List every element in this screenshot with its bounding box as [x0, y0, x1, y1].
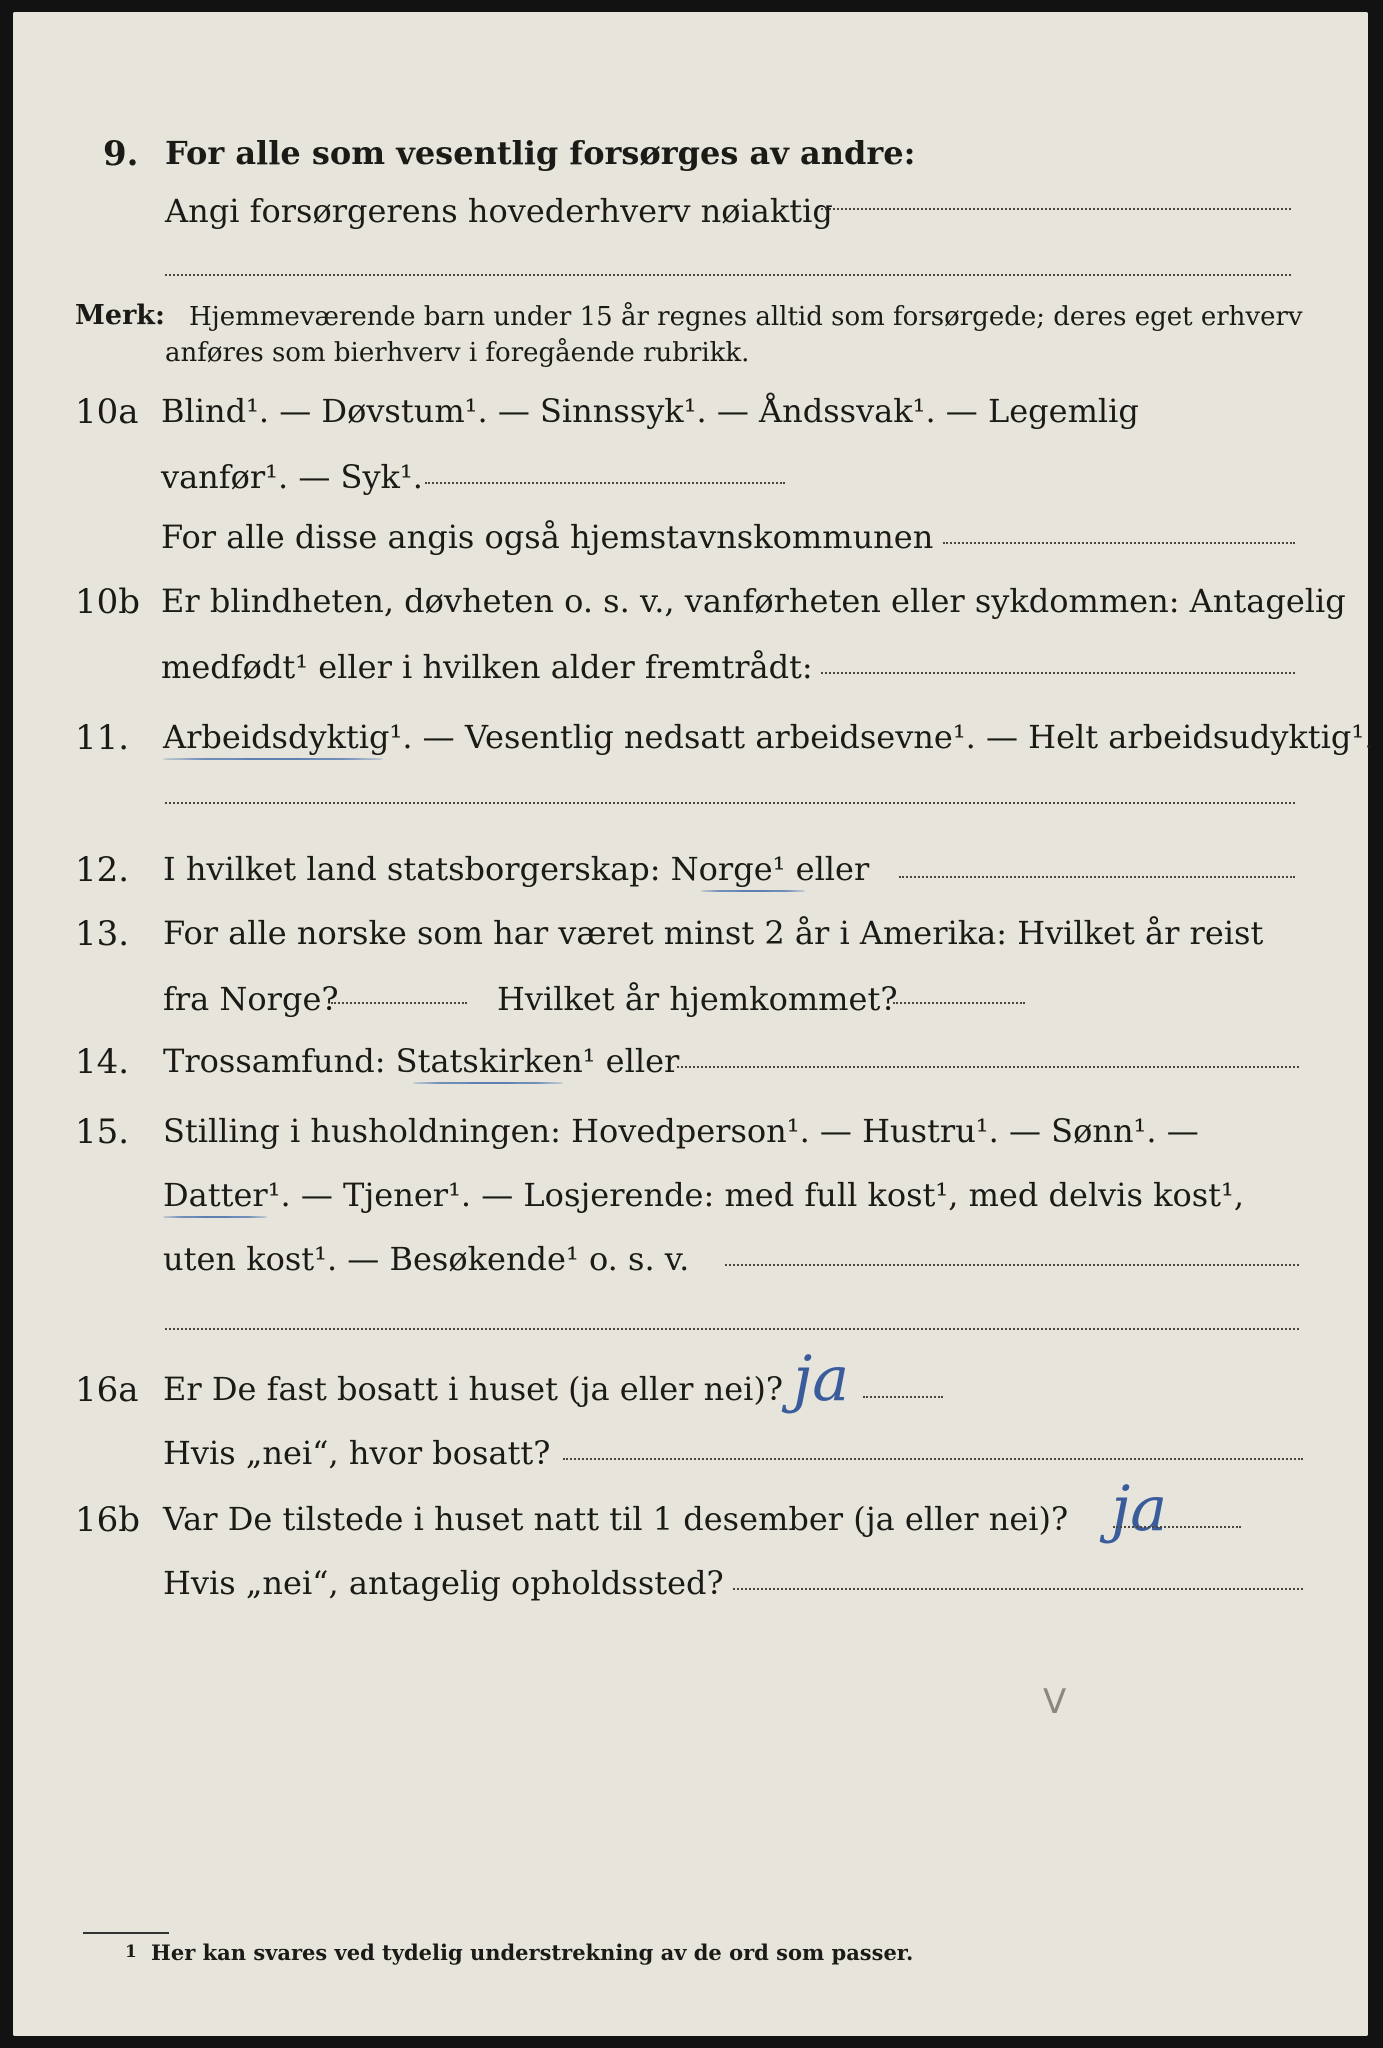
q9-answer-line-2[interactable]	[165, 274, 1291, 276]
q10a-line-3: For alle disse angis også hjemstavnskommunen	[161, 518, 934, 556]
q10a-number: 10a	[75, 392, 139, 432]
q15-handwritten-underline	[163, 1216, 267, 1218]
q15-answer-line[interactable]	[725, 1264, 1299, 1266]
q12-line-1: I hvilket land statsborgerskap: Norge¹ eller	[163, 850, 870, 888]
q13-line-2a: fra Norge?	[163, 980, 339, 1018]
merk-label: Merk:	[75, 300, 165, 331]
q11-number: 11.	[75, 718, 130, 758]
census-form-page	[13, 12, 1375, 2036]
q12-answer-line[interactable]	[899, 876, 1295, 878]
q16b-number: 16b	[75, 1500, 141, 1540]
q14-line-1: Trossamfund: Statskirken¹ eller	[163, 1042, 680, 1080]
q12-handwritten-underline	[701, 890, 805, 892]
q10a-hometown-line[interactable]	[943, 542, 1295, 544]
q13-line-2b: Hvilket år hjemkommet?	[497, 980, 898, 1018]
q15-line-2: Datter¹. — Tjener¹. — Losjerende: med full kost¹, med delvis kost¹,	[163, 1176, 1245, 1214]
q9-answer-line[interactable]	[821, 208, 1291, 210]
q16a-number: 16a	[75, 1370, 139, 1410]
q16a-residence-line[interactable]	[563, 1458, 1303, 1460]
q15-line-3: uten kost¹. — Besøkende¹ o. s. v.	[163, 1240, 690, 1278]
q10b-answer-line[interactable]	[821, 672, 1295, 674]
q9-heading: For alle som vesentlig forsørges av andre:	[165, 134, 916, 172]
q11-answer-line[interactable]	[165, 802, 1295, 804]
q13-number: 13.	[75, 914, 130, 954]
q16b-line-2: Hvis „nei“, antagelig opholdssted?	[163, 1564, 724, 1602]
q10b-number: 10b	[75, 582, 141, 622]
q11-line-1: Arbeidsdyktig¹. — Vesentlig nedsatt arbeidsevne¹. — Helt arbeidsudyktig¹.	[163, 718, 1375, 756]
q16b-answer-line[interactable]	[1113, 1526, 1241, 1528]
q11-handwritten-underline	[163, 758, 383, 760]
q16a-handwritten-answer: ja	[793, 1342, 850, 1415]
q14-handwritten-underline	[413, 1082, 563, 1084]
q12-number: 12.	[75, 850, 130, 890]
footnote-rule	[83, 1932, 169, 1934]
q16b-location-line[interactable]	[733, 1588, 1303, 1590]
merk-line-1: Hjemmeværende barn under 15 år regnes alltid som forsørgede; deres eget erhverv	[189, 302, 1303, 332]
footnote-marker: 1	[125, 1942, 137, 1962]
q13-departure-line[interactable]	[331, 1002, 467, 1004]
q16b-handwritten-answer: ja	[1111, 1472, 1168, 1545]
footnote-text: Her kan svares ved tydelig understrekning av de ord som passer.	[151, 1940, 914, 1965]
q10a-line-1: Blind¹. — Døvstum¹. — Sinnssyk¹. — Åndssvak¹. — Legemlig	[161, 392, 1139, 430]
q9-number: 9.	[103, 134, 139, 174]
q10b-line-2: medfødt¹ eller i hvilken alder fremtrådt:	[161, 648, 813, 686]
q16a-line-2: Hvis „nei“, hvor bosatt?	[163, 1434, 551, 1472]
q14-answer-line[interactable]	[677, 1066, 1299, 1068]
q15-answer-line-2[interactable]	[165, 1328, 1299, 1330]
q13-line-1: For alle norske som har været minst 2 år i Amerika: Hvilket år reist	[163, 914, 1264, 952]
q14-number: 14.	[75, 1042, 130, 1082]
q13-return-line[interactable]	[893, 1002, 1025, 1004]
q10a-line-2: vanfør¹. — Syk¹.	[161, 458, 423, 496]
q16a-answer-line[interactable]	[863, 1396, 943, 1398]
q15-line-1: Stilling i husholdningen: Hovedperson¹. — Hustru¹. — Sønn¹. —	[163, 1112, 1199, 1150]
q15-number: 15.	[75, 1112, 130, 1152]
q9-question: Angi forsørgerens hovederhverv nøiaktig	[165, 192, 833, 230]
pencil-check-mark: V	[1043, 1682, 1067, 1722]
q16a-line-1: Er De fast bosatt i huset (ja eller nei)?	[163, 1370, 784, 1408]
q10b-line-1: Er blindheten, døvheten o. s. v., vanførheten eller sykdommen: Antagelig	[161, 582, 1346, 620]
merk-line-2: anføres som bierhverv i foregående rubrikk.	[165, 338, 750, 368]
q10a-answer-line[interactable]	[425, 482, 785, 484]
q16b-line-1: Var De tilstede i huset natt til 1 desember (ja eller nei)?	[163, 1500, 1069, 1538]
